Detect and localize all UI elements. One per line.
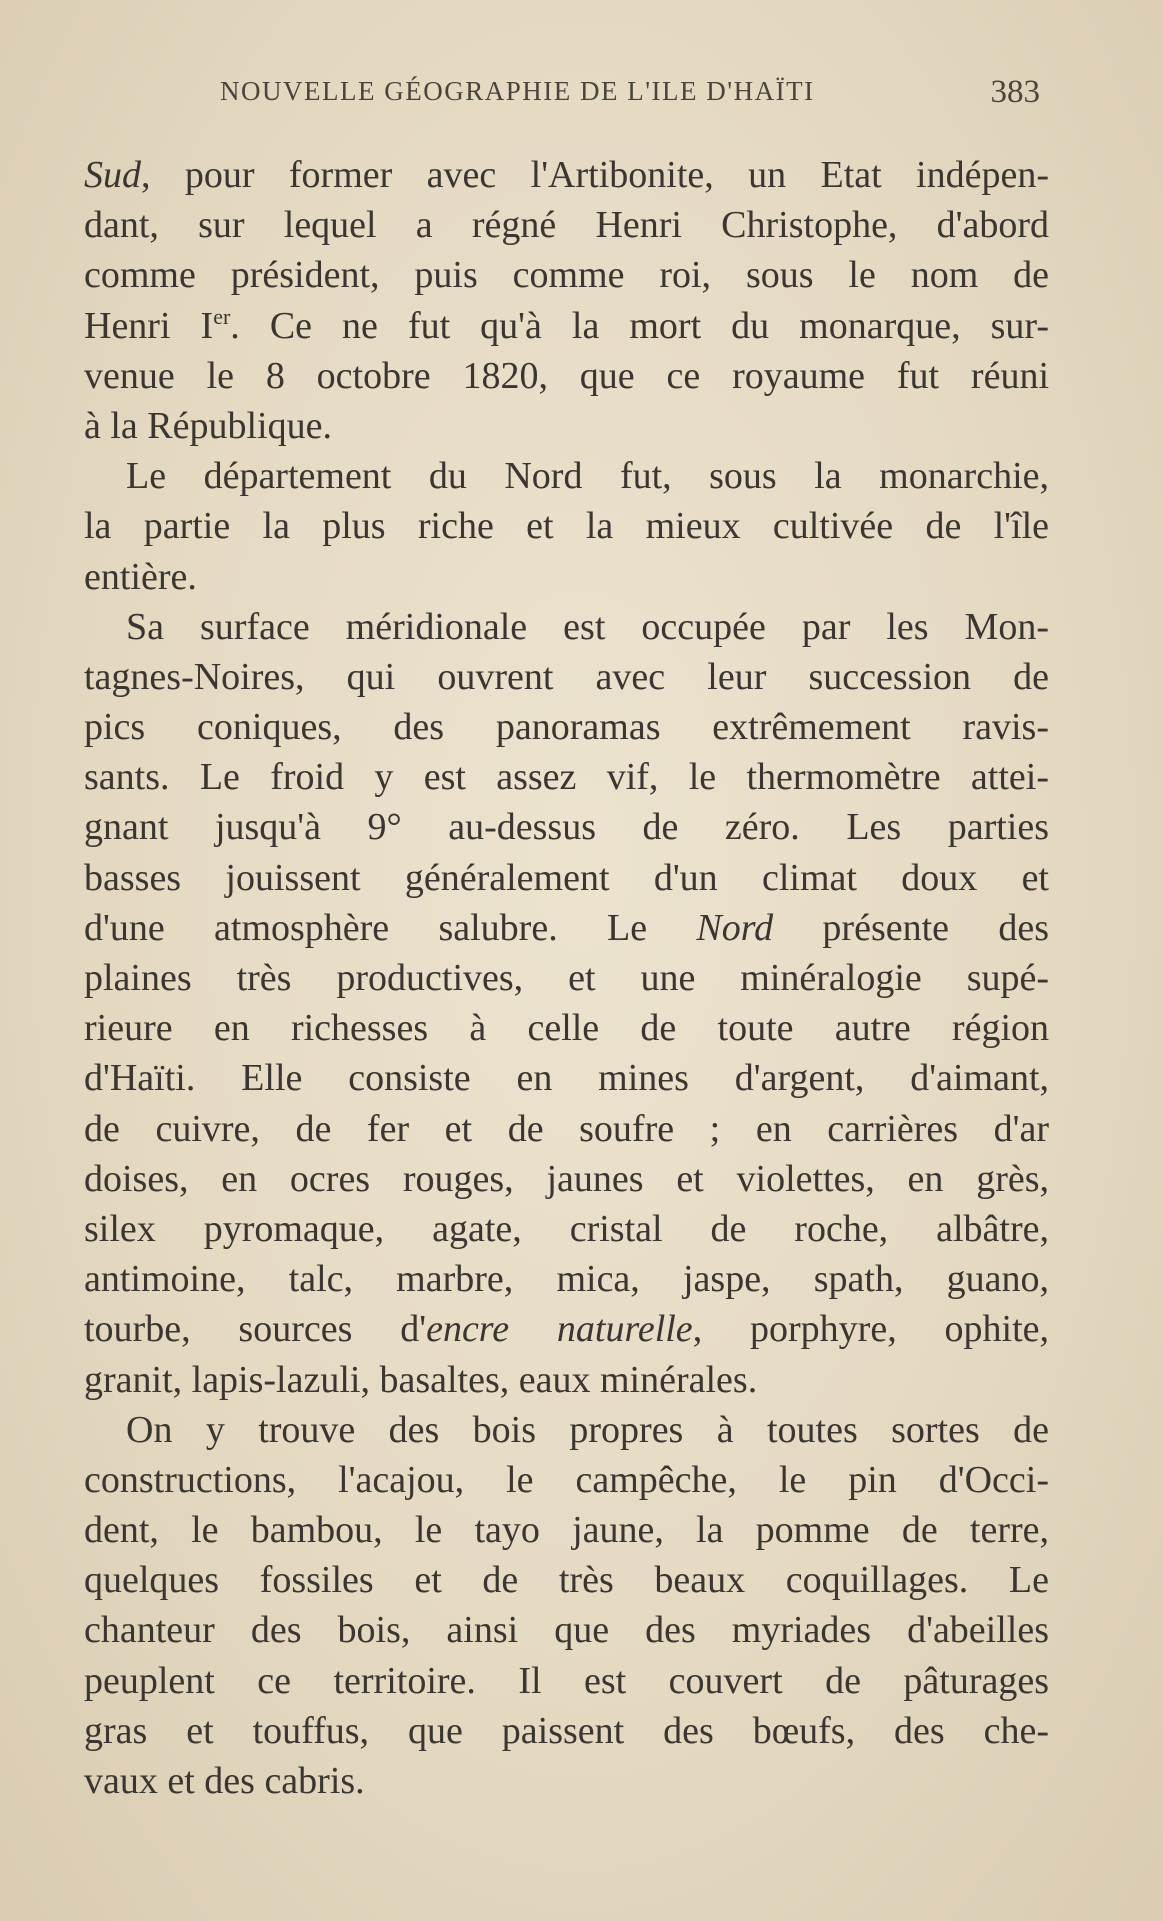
- text-run: constructions, l'acajou, le campêche, le pin d'Occi-: [84, 1458, 1049, 1501]
- text-line: [84, 501, 1049, 551]
- text-line: [84, 1104, 1049, 1154]
- page-number: 383: [990, 74, 1040, 110]
- text-run: sants. Le froid y est assez vif, le thermomètre attei-: [84, 756, 1049, 799]
- text-run: dant, sur lequel a régné Henri Christophe, d'abord: [84, 204, 1049, 247]
- text-run: Henri I: [84, 304, 214, 347]
- text-run: basses jouissent généralement d'un climat doux et: [84, 856, 1049, 899]
- text-line: [84, 150, 1049, 200]
- text-line: [84, 1154, 1049, 1204]
- text-run: On y trouve des bois propres à toutes sortes de: [126, 1408, 1049, 1451]
- text-run: tagnes-Noires, qui ouvrent avec leur succession de: [84, 655, 1049, 698]
- text-run: chanteur des bois, ainsi que des myriades d'abeilles: [84, 1609, 1049, 1652]
- text-run: la partie la plus riche et la mieux cultivée de l'île: [84, 505, 1049, 548]
- text-run: , pour former avec l'Artibonite, un Etat indépen-: [141, 154, 1049, 196]
- text-line: [84, 250, 1049, 300]
- italic-text: Nord: [696, 906, 774, 949]
- text-line: [84, 853, 1049, 903]
- text-line: [84, 301, 1049, 351]
- italic-text: Sud: [84, 154, 141, 196]
- text-run: Le département du Nord fut, sous la monarchie,: [126, 455, 1049, 498]
- text-run: de cuivre, de fer et de soufre ; en carrières d'ar: [84, 1107, 1049, 1150]
- text-line: [84, 1003, 1049, 1053]
- text-run: vaux et des cabris.: [84, 1760, 365, 1802]
- text-line: [84, 1304, 1049, 1354]
- text-run: d'Haïti. Elle consiste en mines d'argent, d'aimant,: [84, 1057, 1049, 1100]
- text-line: [84, 702, 1049, 752]
- text-line: [84, 1505, 1049, 1555]
- text-line: [84, 351, 1049, 401]
- text-line: [84, 1405, 1049, 1455]
- text-line: [84, 953, 1049, 1003]
- text-line: [84, 1605, 1049, 1655]
- text-run: plaines très productives, et une minéralogie supé-: [84, 957, 1049, 999]
- superscript-text: er: [213, 303, 231, 329]
- text-run: gras et touffus, que paissent des bœufs, des che-: [84, 1709, 1049, 1752]
- text-line: [84, 1756, 1049, 1806]
- text-run: entière.: [84, 555, 197, 598]
- paragraph: [84, 1405, 1049, 1807]
- text-run: doises, en ocres rouges, jaunes et violettes, en grès,: [84, 1157, 1049, 1200]
- text-run: peuplent ce territoire. Il est couvert de pâturages: [84, 1659, 1049, 1702]
- text-run: à la République.: [84, 404, 332, 447]
- text-run: . Ce ne fut qu'à la mort du monarque, sur-: [230, 304, 1049, 347]
- running-title: NOUVELLE GÉOGRAPHIE DE L'ILE D'HAÏTI: [220, 76, 815, 106]
- text-line: [84, 401, 1049, 451]
- text-run: Sa surface méridionale est occupée par les Mon-: [126, 605, 1049, 648]
- text-run: comme président, puis comme roi, sous le nom de: [84, 254, 1049, 297]
- paragraph: [84, 602, 1049, 1405]
- paragraph: [84, 150, 1049, 451]
- text-run: silex pyromaque, agate, cristal de roche, albâtre,: [84, 1207, 1049, 1250]
- text-run: rieure en richesses à celle de toute autre région: [84, 1007, 1049, 1050]
- text-line: [84, 602, 1049, 652]
- text-line: [84, 1555, 1049, 1605]
- text-line: [84, 200, 1049, 250]
- body-text: [84, 150, 1049, 1806]
- text-line: [84, 1053, 1049, 1103]
- text-line: [84, 1656, 1049, 1706]
- paragraph: [84, 451, 1049, 602]
- text-run: d'une atmosphère salubre. Le: [84, 906, 697, 949]
- text-run: pics coniques, des panoramas extrêmement ravis-: [84, 706, 1049, 749]
- text-line: [84, 1254, 1049, 1304]
- text-line: [84, 903, 1049, 953]
- text-run: antimoine, talc, marbre, mica, jaspe, spath, guano,: [84, 1258, 1049, 1301]
- text-line: [84, 1204, 1049, 1254]
- text-run: présente des: [773, 906, 1049, 949]
- text-line: [84, 451, 1049, 501]
- text-line: [84, 1355, 1049, 1405]
- text-run: dent, le bambou, le tayo jaune, la pomme de terre,: [84, 1509, 1049, 1552]
- text-run: venue le 8 octobre 1820, que ce royaume fut réuni: [84, 354, 1049, 397]
- text-line: [84, 652, 1049, 702]
- text-line: [84, 752, 1049, 802]
- text-line: [84, 1706, 1049, 1756]
- text-line: [84, 552, 1049, 602]
- italic-text: encre naturelle: [426, 1308, 693, 1351]
- text-line: [84, 802, 1049, 852]
- text-run: gnant jusqu'à 9° au-dessus de zéro. Les parties: [84, 806, 1049, 849]
- text-run: tourbe, sources d': [84, 1308, 427, 1351]
- text-run: , porphyre, ophite,: [692, 1308, 1050, 1351]
- text-run: quelques fossiles et de très beaux coquillages. Le: [84, 1559, 1049, 1602]
- text-line: [84, 1455, 1049, 1505]
- running-head: [210, 76, 1040, 116]
- text-run: granit, lapis-lazuli, basaltes, eaux minérales.: [84, 1358, 758, 1401]
